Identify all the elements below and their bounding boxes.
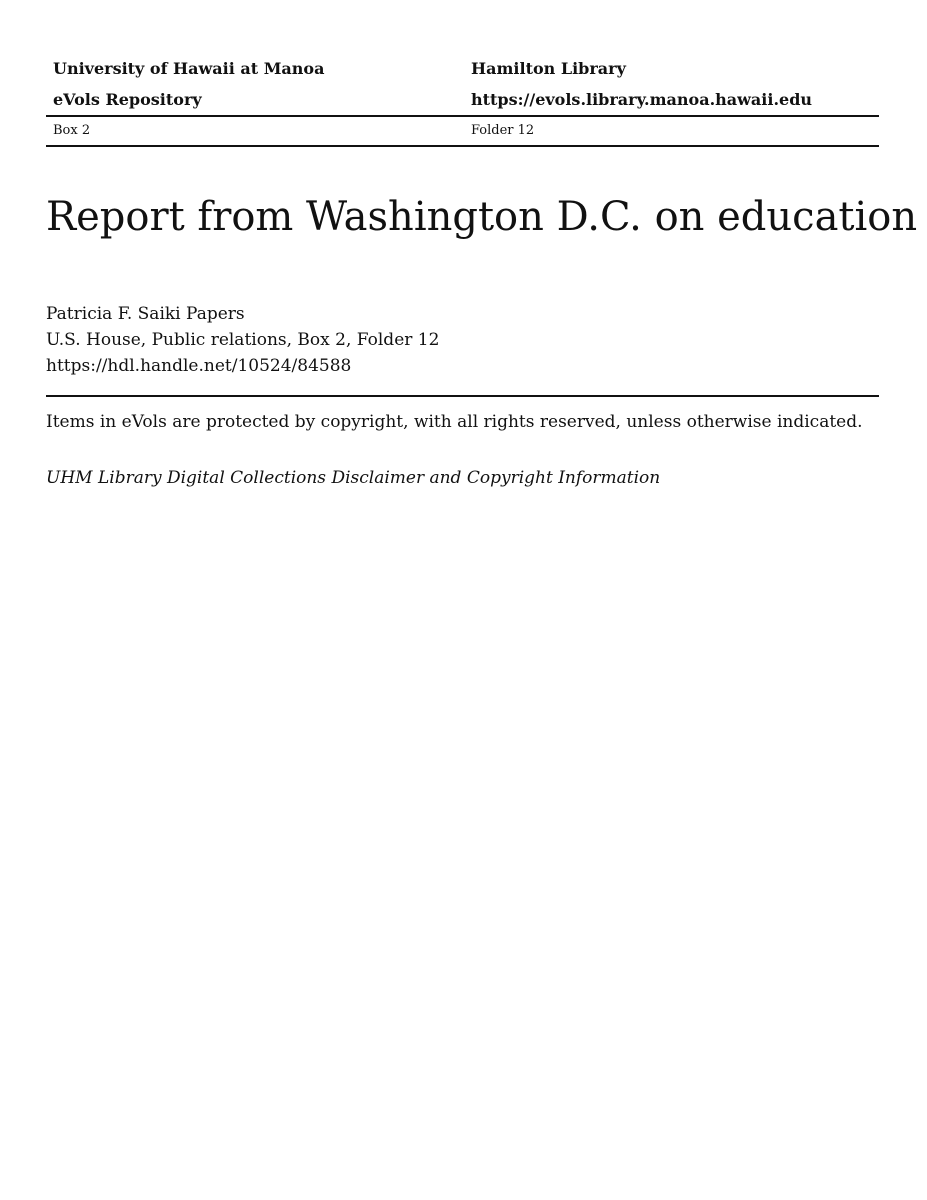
header [46, 53, 879, 147]
folder-label: Folder 12 [471, 123, 535, 138]
header-row-1 [46, 53, 879, 84]
box-label: Box 2 [53, 123, 91, 138]
disclaimer-link[interactable]: UHM Library Digital Collections Disclaimer and Copyright Information [46, 468, 661, 488]
collection-location: U.S. House, Public relations, Box 2, Folder 12 [46, 330, 440, 350]
handle-link[interactable]: https://hdl.handle.net/10524/84588 [46, 356, 352, 376]
collection-name: Patricia F. Saiki Papers [46, 304, 245, 324]
library-name: Hamilton Library [471, 58, 626, 78]
section-divider [46, 395, 879, 397]
institution-name: University of Hawaii at Manoa [53, 58, 325, 78]
document-metadata [46, 301, 439, 379]
header-rule-bottom [46, 145, 879, 147]
copyright-notice: Items in eVols are protected by copyright, with all rights reserved, unless otherwise indicated. [46, 412, 863, 432]
repository-name: eVols Repository [53, 89, 202, 109]
header-row-3 [46, 117, 879, 145]
document-title: Report from Washington D.C. on education [46, 194, 918, 240]
header-row-2 [46, 84, 879, 115]
repository-url[interactable]: https://evols.library.manoa.hawaii.edu [471, 89, 813, 109]
